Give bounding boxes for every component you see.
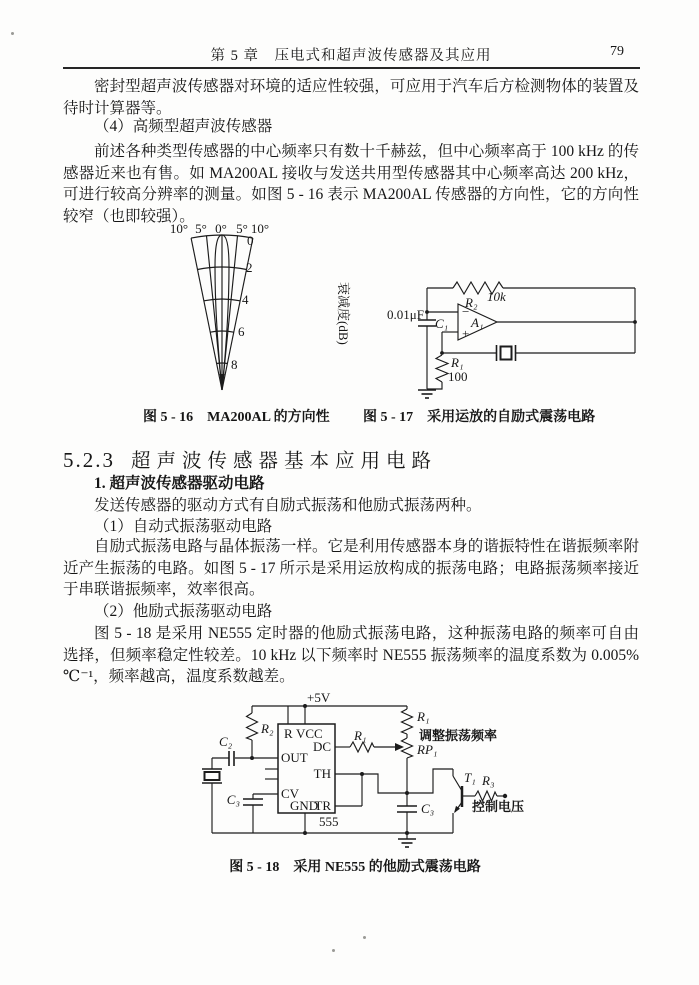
- chip-label: 555: [319, 814, 339, 829]
- resistor-r1-series-zigzag: [350, 742, 374, 752]
- paragraph-sealed-sensor: 密封型超声波传感器对环境的适应性较强，可应用于汽车后方检测物体的装置及待时计算器等。: [63, 78, 639, 117]
- scan-speck: [332, 949, 335, 952]
- crystal-resonator: [202, 769, 222, 783]
- scan-speck: [11, 32, 14, 35]
- figure-5-16-directivity-chart: [143, 220, 353, 416]
- r1-label: R₁: [451, 355, 464, 370]
- rp1-label: RP₁: [417, 742, 438, 757]
- junction-dot: [440, 351, 444, 355]
- section-title: 超声波传感器基本应用电路: [131, 451, 438, 472]
- pin-r: R: [284, 726, 293, 741]
- r2-value: 10k: [487, 289, 506, 304]
- pin-th: TH: [313, 766, 331, 781]
- inverting-input-sign: −: [462, 304, 470, 319]
- junction-dot: [633, 320, 637, 324]
- junction-dot: [303, 831, 307, 835]
- angle-tick-label: 5°: [195, 221, 207, 236]
- transistor-t1: [454, 786, 462, 813]
- figure-5-16-caption: 图 5 - 16 MA200AL 的方向性: [143, 410, 330, 425]
- angle-axis-labels: [170, 221, 269, 236]
- ground-symbol: [398, 839, 416, 847]
- scan-speck: [363, 936, 366, 939]
- r2-label: R₂: [465, 295, 478, 310]
- adjust-frequency-label: 调整振荡频率: [419, 728, 498, 743]
- paragraph-drive-modes: 发送传感器的驱动方式有自励式振荡和他励式振荡两种。: [94, 497, 482, 514]
- pin-out: OUT: [281, 750, 308, 765]
- junction-dot: [250, 756, 254, 760]
- header-rule: [63, 67, 640, 69]
- capacitor-c3-cv: [243, 799, 263, 805]
- c3-bottom-label: C₃: [421, 801, 435, 816]
- angle-tick-label: 10°: [250, 221, 270, 236]
- pin-vcc: VCC: [296, 726, 323, 741]
- figure-5-17-opamp-oscillator: [385, 262, 665, 404]
- attenuation-axis-label: 衰减度(dB): [336, 282, 351, 345]
- page-number: 79: [610, 44, 624, 59]
- ground-symbol: [418, 390, 436, 398]
- r1-top-label: R₁: [417, 709, 430, 724]
- c1-value: 0.01μF: [387, 307, 424, 322]
- c2-label: C₂: [219, 734, 233, 749]
- control-voltage-label: 控制电压: [472, 799, 525, 814]
- item-self-excited: （1）自动式振荡驱动电路: [94, 518, 273, 535]
- angle-tick-label: 10°: [169, 221, 189, 236]
- pin-tr: TR: [314, 798, 331, 813]
- chapter-header: 第 5 章 压电式和超声波传感器及其应用: [210, 48, 492, 64]
- junction-dot: [360, 772, 364, 776]
- angle-tick-label: 0°: [215, 221, 227, 236]
- r1-value: 100: [448, 369, 468, 384]
- control-voltage-terminal: [503, 794, 507, 798]
- item-high-frequency-sensor: （4）高频型超声波传感器: [94, 118, 273, 135]
- section-heading: [63, 445, 437, 473]
- db-tick-label: 8: [231, 357, 238, 372]
- supply-label: +5V: [307, 693, 331, 705]
- resistor-r1-zigzag: [436, 355, 448, 382]
- r1-series-label: R₁: [354, 728, 367, 743]
- crystal-resonator: [497, 345, 516, 361]
- potentiometer-rp1-zigzag: [402, 738, 413, 758]
- capacitor-c2: [229, 751, 234, 766]
- opamp-label: A₁: [471, 315, 484, 330]
- subheading-drive-circuit: 1. 超声波传感器驱动电路: [94, 475, 265, 492]
- capacitor-c3-bottom: [397, 806, 417, 812]
- db-tick-label: 2: [246, 260, 253, 275]
- resistor-r1-top-zigzag: [402, 709, 413, 734]
- figure-5-17-caption: 图 5 - 17 采用运放的自励式震荡电路: [363, 410, 596, 425]
- paragraph-ma200al: 前述各种类型传感器的中心频率只有数十千赫兹，但中心频率高于 100 kHz 的传感器近来也有售。如 MA200AL 接收与发送共用型传感器其中心频率高达 200 kHz，可进行较高分辨率的测量。如图 5 - 16 表示 MA200AL 传感器的方向性，它的方向性较窄（也即较强）。: [63, 143, 639, 225]
- pin-dc: DC: [312, 739, 331, 754]
- potentiometer-wiper-arrow: [395, 743, 404, 751]
- fan-grid: [191, 235, 253, 390]
- r3-label: R₃: [482, 773, 495, 788]
- section-number: 5.2.3: [63, 448, 115, 472]
- figure-5-18-ne555-circuit: [145, 693, 565, 861]
- pin-gnd: GND: [290, 798, 319, 813]
- angle-tick-label: 5°: [236, 221, 248, 236]
- c1-label: C₁: [435, 316, 449, 331]
- t1-label: T₁: [464, 770, 476, 785]
- junction-dot: [405, 791, 409, 795]
- noninverting-input-sign: +: [462, 326, 470, 341]
- db-tick-label: 6: [238, 324, 245, 339]
- junction-dot: [405, 831, 409, 835]
- c3-cv-label: C₃: [226, 792, 240, 807]
- item-externally-excited: （2）他励式振荡驱动电路: [94, 603, 273, 620]
- pin-cv: CV: [281, 786, 300, 801]
- resistor-r2-zigzag: [247, 713, 258, 740]
- figure-5-18-caption: 图 5 - 18 采用 NE555 的他励式震荡电路: [229, 860, 481, 875]
- paragraph-ne555: 图 5 - 18 是采用 NE555 定时器的他励式振荡电路，这种振荡电路的频率可自由选择，但频率稳定性较差。10 kHz 以下频率时 NE555 振荡频率的温度系数为 0.005% ℃⁻¹，频率越高，温度系数越差。: [63, 625, 639, 685]
- r2-label: R₂: [261, 721, 274, 736]
- junction-dot: [425, 310, 429, 314]
- circuit-wires: [212, 706, 505, 839]
- paragraph-self-excited: 自励式振荡电路与晶体振荡一样。它是利用传感器本身的谐振特性在谐振频率附近产生振荡的电路。如图 5 - 17 所示是采用运放构成的振荡电路；电路振荡频率接近于串联谐振频率，效率很高。: [63, 538, 639, 598]
- db-tick-label: 0: [247, 233, 254, 248]
- db-tick-label: 4: [242, 292, 249, 307]
